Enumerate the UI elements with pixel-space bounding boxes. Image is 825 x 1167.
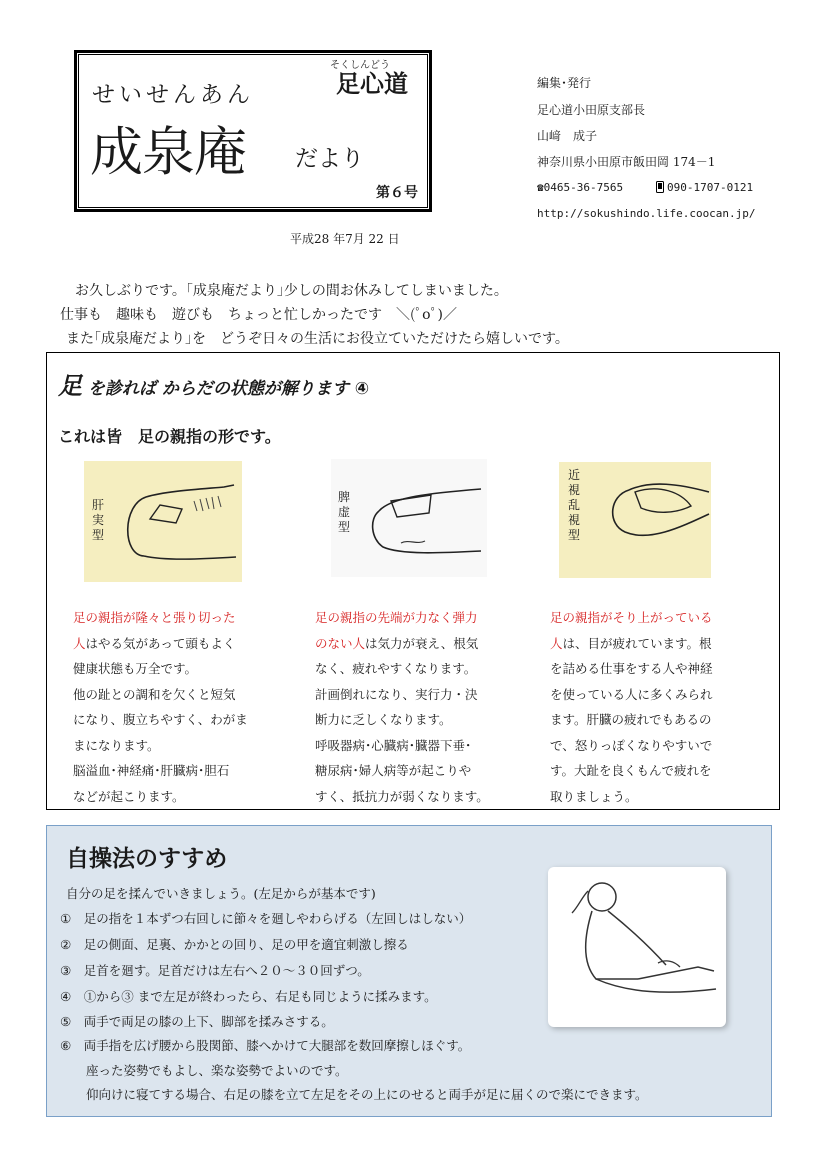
step-5-text: 両手で両足の膝の上下、脚部を揉みさする。 <box>83 1014 334 1029</box>
col2-red-1: 足の親指の先端が力なく弾力 <box>315 610 478 625</box>
newsletter-title: 成泉庵 <box>90 122 246 183</box>
step-1 <box>60 909 471 927</box>
publisher-address: 神奈川県小田原市飯田岡 174－1 <box>537 155 716 169</box>
section1-heading-big: 足 <box>58 372 82 400</box>
step-3-text: 足首を廻す。足首だけは左右へ２０～３０回ずつ。 <box>83 963 370 978</box>
intro-line-1: お久しぶりです。｢成泉庵だより｣少しの間お休みしてしまいました。 <box>75 283 508 299</box>
step-2-text: 足の側面、足裏、かかとの回り、足の甲を適宜刺激し擦る <box>83 937 409 952</box>
publisher-url[interactable]: http://sokushindo.life.coocan.jp/ <box>537 207 756 220</box>
mobile-phone-icon <box>656 181 664 196</box>
step-5-number: ⑤ <box>60 1014 72 1029</box>
col1-line-4: 他の趾との調和を欠くと短気 <box>73 686 236 702</box>
col-spleen-deficiency <box>315 605 525 809</box>
col2-line-3: なく、疲れやすくなります。 <box>315 661 477 676</box>
intro-line-2: 仕事も 趣味も 遊びも ちょっと忙しかったです ＼(ﾟoﾟ)／ <box>60 307 457 323</box>
spleen-deficiency-toe-icon <box>331 459 487 577</box>
step-3-number: ③ <box>60 963 72 978</box>
col3-red-2: 人 <box>550 635 563 651</box>
section1-heading-text: を診れば からだの状態が解ります ④ <box>87 379 370 399</box>
section2-heading: 自操法のすすめ <box>66 846 228 872</box>
col3-line-7: す。大趾を良くもんで疲れを <box>550 763 712 778</box>
step-4 <box>60 987 437 1005</box>
col1-red-1: 足の親指が隆々と張り切った <box>73 610 236 625</box>
col-myopia-astigmatism <box>550 605 760 809</box>
step-4-number: ④ <box>60 989 72 1004</box>
col2-line-7: 糖尿病･婦人病等が起こりや <box>315 763 472 778</box>
brand-ruby: そくしんどう <box>330 60 390 71</box>
col-liver-excess <box>73 605 283 809</box>
col1-line-3: 健康状態も万全です。 <box>73 661 198 676</box>
col2-line-5: 断力に乏しくなります。 <box>315 712 452 727</box>
section2-note-1: 座った姿勢でもよし、楽な姿勢でよいのです。 <box>86 1063 348 1078</box>
step-1-text: 足の指を１本ずつ右回しに節々を廻しやわらげる（左回しはしない） <box>83 911 472 926</box>
step-4-text: ①から③ まで左足が終わったら、右足も同じように揉みます。 <box>83 989 437 1004</box>
step-6 <box>60 1036 470 1054</box>
title-kana: せいせんあん <box>92 82 254 108</box>
section2-note-2: 仰向けに寝てする場合、右足の膝を立て左足をその上にのせると両手が足に届くので楽にできます。 <box>86 1087 648 1102</box>
section2-lead: 自分の足を揉んでいきましょう。(左足からが基本です) <box>66 886 376 901</box>
step-1-number: ① <box>60 911 72 926</box>
col3-line-3: を詰める仕事をする人や神経 <box>550 661 713 676</box>
step-6-text: 両手指を広げ腰から股関節、膝へかけて大腿部を数回摩擦しほぐす。 <box>83 1038 471 1053</box>
section1-heading <box>58 366 369 401</box>
issue-number: 第６号 <box>376 185 418 201</box>
col1-line-6: まになります。 <box>73 737 160 753</box>
col1-line-5: になり、腹立ちやすく、わがま <box>73 712 248 727</box>
intro-line-3: また｢成泉庵だより｣を どうぞ日々の生活にお役立ていただけたら嬉しいです。 <box>66 331 569 347</box>
step-6-number: ⑥ <box>60 1038 72 1053</box>
col1-line-2: はやる気があって頭もよく <box>85 635 236 651</box>
self-massage-illustration <box>548 867 726 1027</box>
step-5 <box>60 1012 334 1030</box>
liver-excess-label: 肝実型 <box>92 498 105 542</box>
section1-subheading: これは皆 足の親指の形です。 <box>58 427 281 446</box>
col3-line-4: を使っている人に多くみられ <box>550 686 713 702</box>
myopia-astigmatism-label: 近視乱視型 <box>568 468 581 542</box>
liver-excess-toe-figure <box>84 461 242 582</box>
col2-line-4: 計画倒れになり、実行力・決 <box>315 686 478 702</box>
col2-line-6: 呼吸器病･心臓病･臓器下垂･ <box>315 737 472 753</box>
step-2-number: ② <box>60 937 72 952</box>
publisher-mobile: 090-1707-0121 <box>667 181 754 194</box>
seated-foot-massage-icon <box>548 867 726 1027</box>
publisher-phone: ☎0465-36-7565 <box>537 181 624 194</box>
liver-excess-toe-icon <box>84 461 242 582</box>
title-suffix: だより <box>295 146 364 172</box>
spleen-deficiency-toe-figure <box>331 459 487 577</box>
step-2 <box>60 935 409 953</box>
publisher-org: 足心道小田原支部長 <box>537 103 646 117</box>
col1-red-2: 人 <box>73 635 86 651</box>
col3-red-1: 足の親指がそり上がっている <box>550 610 713 625</box>
col1-line-8: などが起こります。 <box>73 788 185 804</box>
col3-line-2: は、目が疲れています。根 <box>562 635 712 651</box>
brand-name: 足心道 <box>336 70 408 98</box>
col3-line-6: で、怒りっぽくなりやすいで <box>550 737 713 753</box>
col2-red-2: のない人 <box>315 635 366 651</box>
col3-line-5: ます。肝臓の疲れでもあるの <box>550 712 712 727</box>
issue-date: 平成28 年7月 22 日 <box>290 232 400 246</box>
publisher-name: 山﨑 成子 <box>537 129 598 143</box>
col2-line-8: すく、抵抗力が弱くなります。 <box>315 788 489 804</box>
step-3 <box>60 961 370 979</box>
col2-line-2: は気力が衰え、根気 <box>365 635 479 651</box>
spleen-deficiency-label: 脾虚型 <box>338 490 351 534</box>
col3-line-8: 取りましょう。 <box>550 788 638 804</box>
publisher-role: 編集･発行 <box>537 76 592 90</box>
col1-line-7: 脳溢血･神経痛･肝臓病･胆石 <box>73 763 230 778</box>
